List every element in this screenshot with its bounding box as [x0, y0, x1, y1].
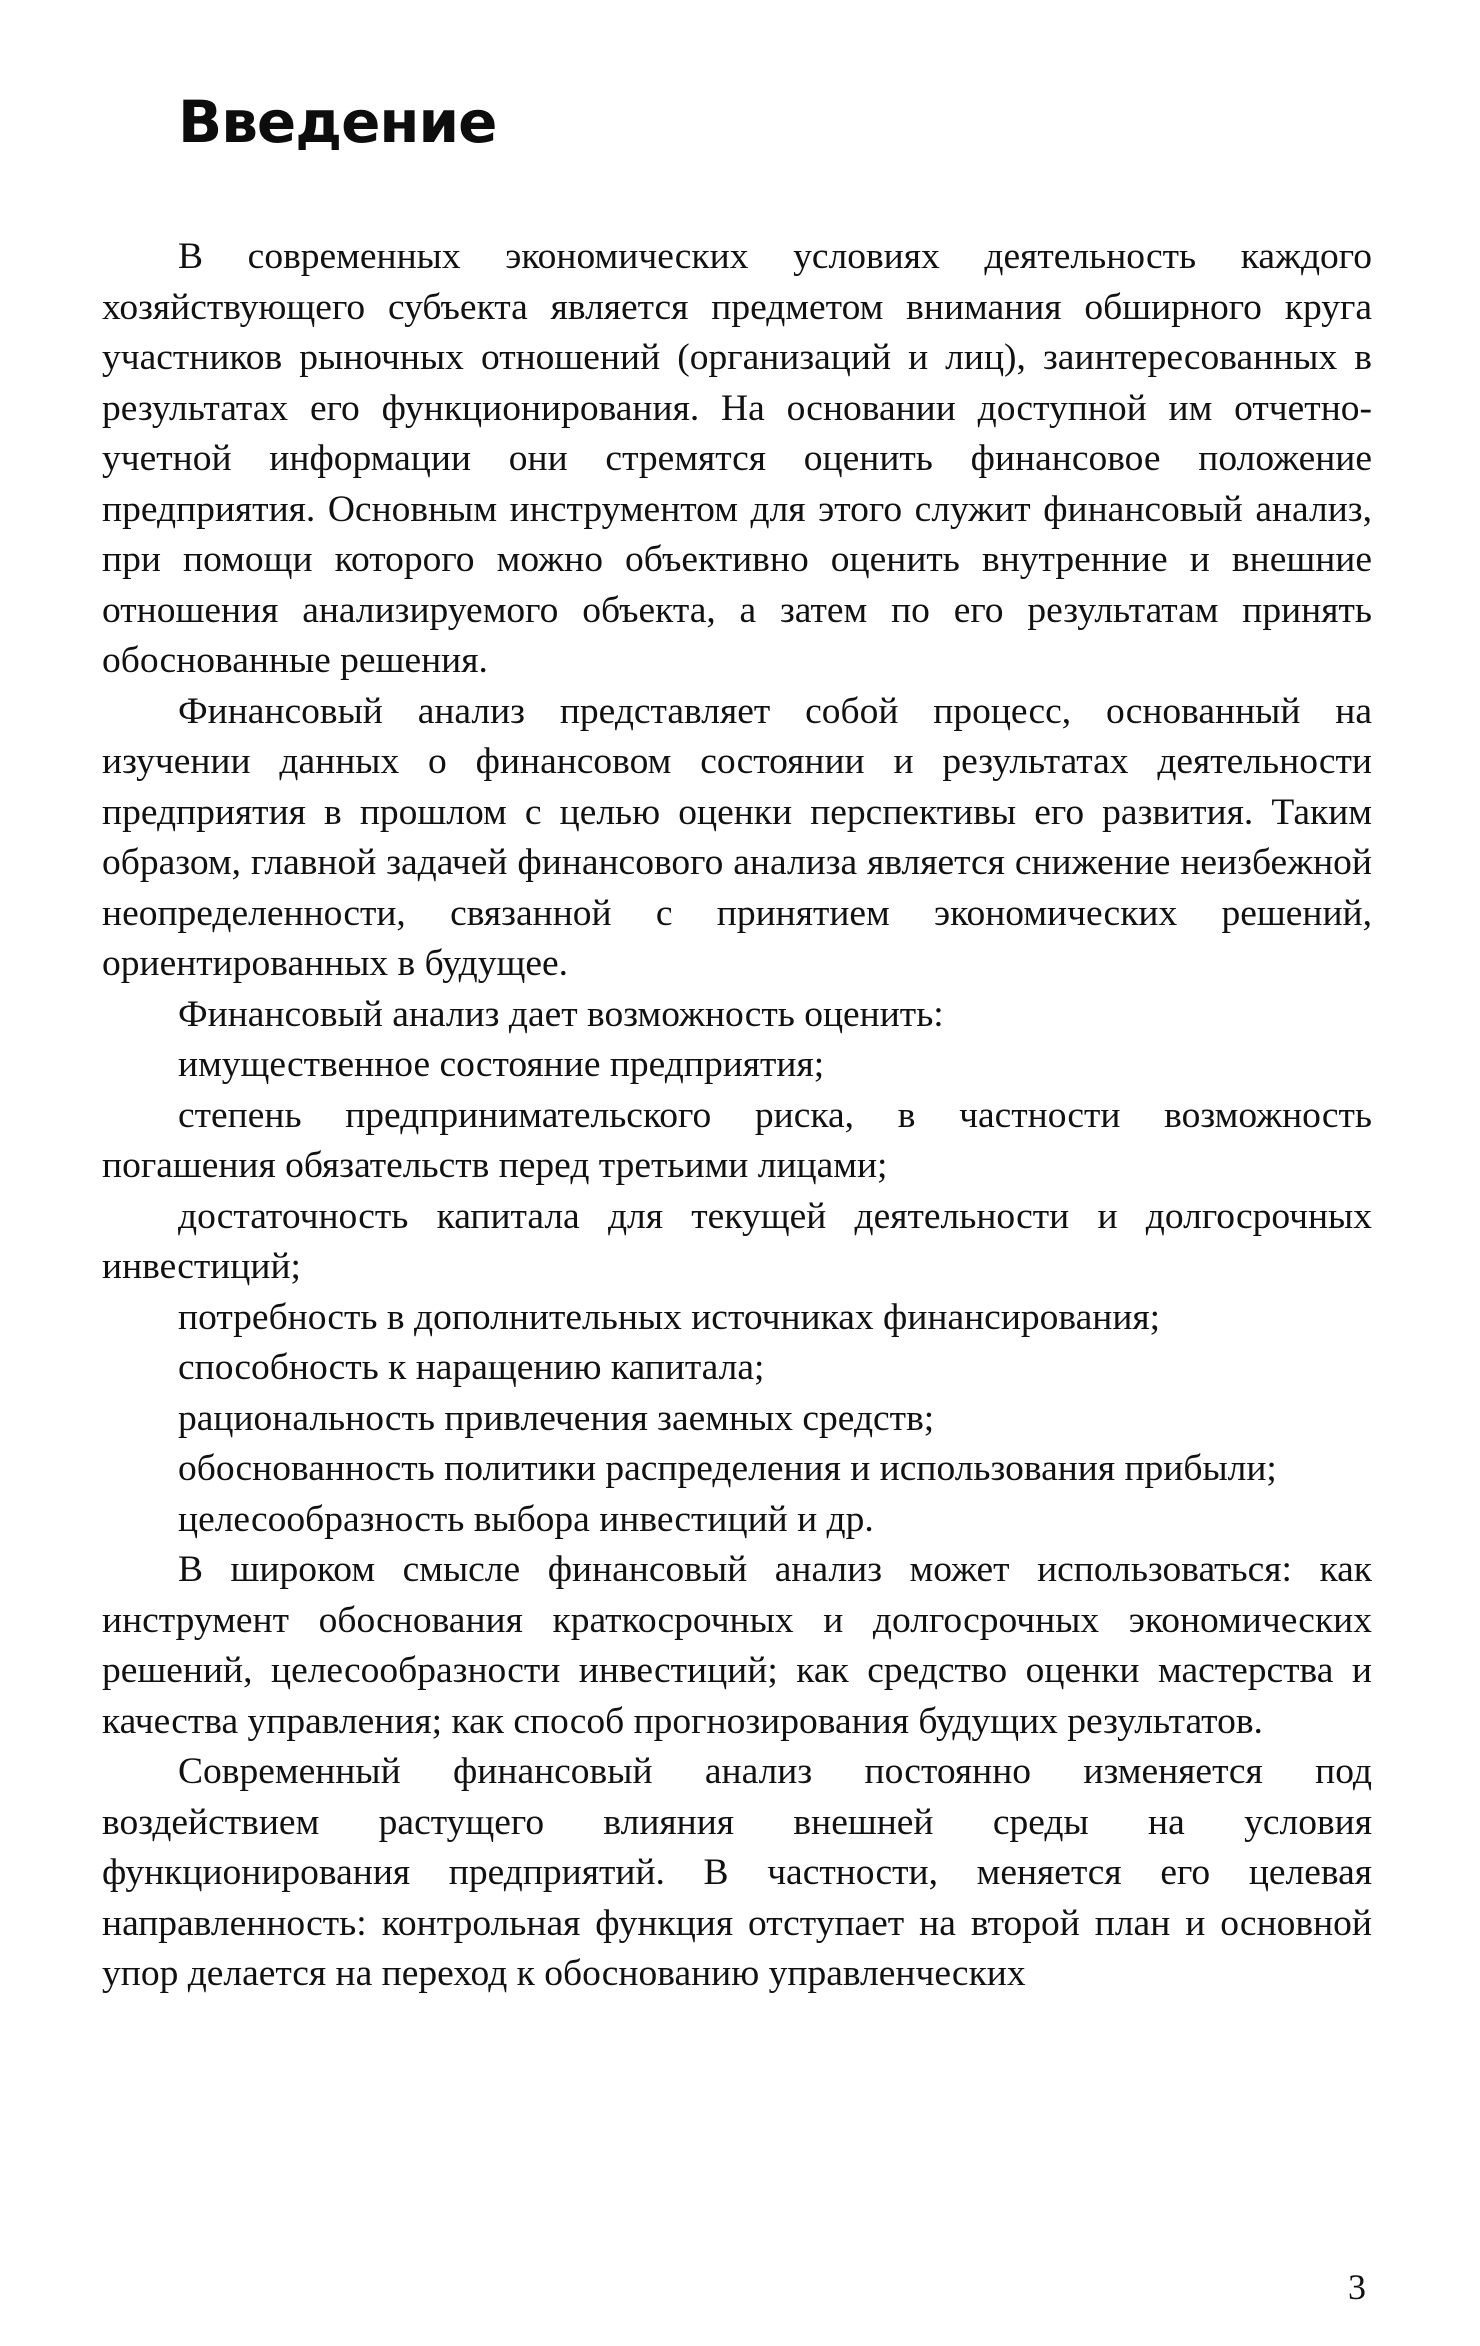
- list-item: рациональность привлечения заемных средств;: [178, 1397, 935, 1439]
- body-text: [102, 232, 1372, 2000]
- page-number: 3: [1348, 2267, 1366, 2307]
- paragraph-intro: В современных экономических условиях деятельность каждого хозяйствующего субъекта является предметом внимания обширного круга участников рыночных отношений (организаций и лиц), заинтересованных в результатах его функционирования. На основании доступной им отчетно-учетной информации они стремятся оценить финансовое положение предприятия. Основным инструментом для этого служит финансовый анализ, при помощи которого можно объективно оценить внутренние и внешние отношения анализируемого объекта, а затем по его результатам принять обоснованные решения.: [102, 236, 1372, 681]
- list-item: достаточность капитала для текущей деятельности и долгосрочных инвестиций;: [102, 1195, 1372, 1287]
- paragraph-list-intro: Финансовый анализ дает возможность оценить:: [178, 993, 944, 1035]
- list-item: обоснованность политики распределения и использования прибыли;: [178, 1448, 1277, 1489]
- paragraph-modern-analysis: Современный финансовый анализ постоянно изменяется под воздействием растущего влияния внешней среды на условия функционирования предприятий. В частности, меняется его целевая направленность: контрольная функция отступает на второй план и основной упор делается на переход к обоснованию управленческих: [102, 1751, 1372, 1994]
- list-item: имущественное состояние предприятия;: [178, 1044, 825, 1085]
- list-item: целесообразность выбора инвестиций и др.: [178, 1498, 874, 1540]
- list-item: степень предпринимательского риска, в частности возможность погашения обязательств перед третьими лицами;: [102, 1094, 1372, 1186]
- paragraph-definition: Финансовый анализ представляет собой процесс, основанный на изучении данных о финансовом состоянии и результатах деятельности предприятия в прошлом с целью оценки перспективы его развития. Таким образом, главной задачей финансового анализа является снижение неизбежной неопределенности, связанной с принятием экономических решений, ориентированных в будущее.: [102, 690, 1372, 984]
- list-item: способность к наращению капитала;: [178, 1347, 765, 1388]
- chapter-title: Введение: [178, 88, 497, 156]
- paragraph-broad-sense: В широком смысле финансовый анализ может использоваться: как инструмент обоснования краткосрочных и долгосрочных экономических решений, целесообразности инвестиций; как средство оценки мастерства и качества управления; как способ прогнозирования будущих результатов.: [102, 1549, 1372, 1742]
- list-item: потребность в дополнительных источниках финансирования;: [178, 1296, 1161, 1338]
